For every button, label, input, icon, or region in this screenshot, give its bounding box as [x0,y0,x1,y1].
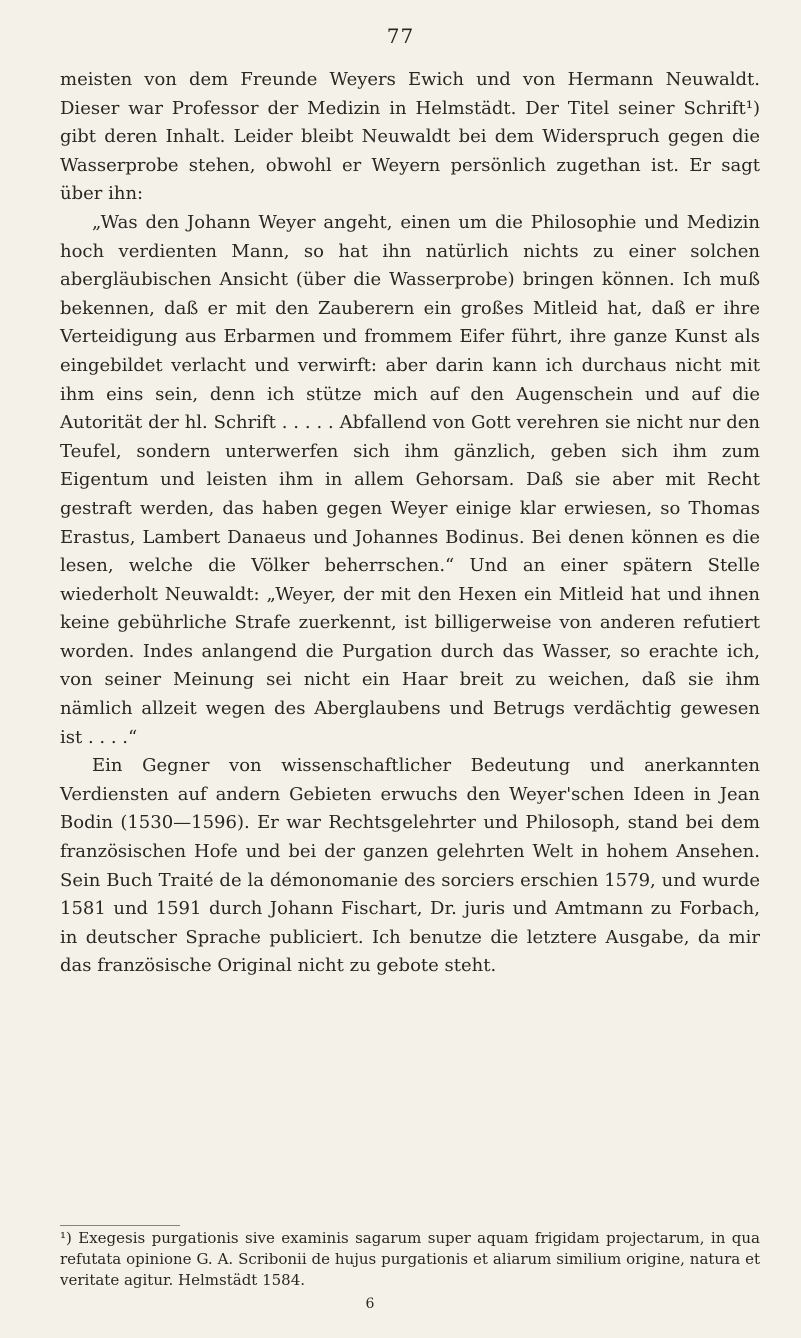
body-text [60,66,760,981]
page-number: 77 [386,24,415,48]
paragraph: meisten von dem Freunde Weyers Ewich und von Hermann Neuwaldt. Dieser war Professor der Medizin in Helmstädt. Der Titel seiner Schrift¹) gibt deren Inhalt. Leider bleibt Neuwaldt bei dem Widerspruch gegen die Wasserprobe stehen, obwohl er Weyern persönlich zugethan ist. Er sagt über ihn: [60,69,760,205]
footnote: ¹) Exegesis purgationis sive examinis sagarum super aquam frigidam projectarum, in qua refutata opinione G. A. Scribonii de hujus purgationis et aliarum similium origine, natura et veritate agitur. Helmstädt 1584. [60,1229,760,1289]
paragraph: Ein Gegner von wissenschaftlicher Bedeutung und anerkannten Verdiensten auf andern Gebieten erwuchs den Weyer'schen Ideen in Jean Bodin (1530—1596). Er war Rechtsgelehrter und Philosoph, stand bei dem französischen Hofe und bei der ganzen gelehrten Welt in hohem Ansehen. Sein Buch Traité de la démonomanie des sorciers erschien 1579, und wurde 1581 und 1591 durch Johann Fischart, Dr. juris und Amtmann zu Forbach, in deutscher Sprache publiciert. Ich benutze die letztere Ausgabe, da mir das französische Original nicht zu gebote steht. [60,755,760,977]
paragraph: „Was den Johann Weyer angeht, einen um die Philosophie und Medizin hoch verdienten Mann, so hat ihn natürlich nichts zu einer solchen abergläubischen Ansicht (über die Wasserprobe) bringen können. Ich muß bekennen, daß er mit den Zauberern ein großes Mitleid hat, daß er ihre Verteidigung aus Erbarmen und frommem Eifer führt, ihre ganze Kunst als eingebildet verlacht und verwirft: aber darin kann ich durchaus nicht mit ihm eins sein, denn ich stütze mich auf den Augenschein und auf die Autorität der hl. Schrift . . . . . Abfallend von Gott verehren sie nicht nur den Teufel, sondern unterwerfen sich ihm gänzlich, geben sich ihm zum Eigentum und leisten ihm in allem Gehorsam. Daß sie aber mit Recht gestraft werden, das haben gegen Weyer einige klar erwiesen, so Thomas Erastus, Lambert Danaeus und Johannes Bodinus. Bei denen können es die lesen, welche die Völker beherrschen.“ Und an einer spätern Stelle wiederholt Neuwaldt: „Weyer, der mit den Hexen ein Mitleid hat und ihnen keine gebührliche Strafe zuerkennt, ist billigerweise von anderen refutiert worden. Indes anlangend die Purgation durch das Wasser, so erachte ich, von seiner Meinung sei nicht ein Haar breit zu weichen, daß sie ihm nämlich allzeit wegen des Aberglaubens und Betrugs verdächtig gewesen ist . . . .“ [60,211,760,748]
footnote-divider [60,1225,180,1226]
signature-mark: 6 [365,1296,375,1312]
